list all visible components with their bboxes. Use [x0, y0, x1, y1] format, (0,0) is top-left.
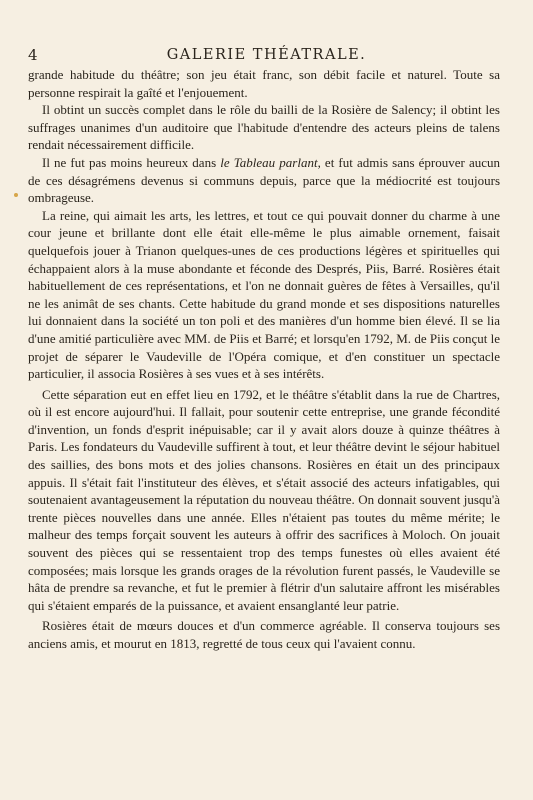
paragraph-3-lead: Il ne fut pas moins heureux dans [42, 154, 221, 170]
page-number: 4 [28, 46, 38, 64]
ink-spot [14, 193, 18, 197]
paragraph-6: Rosières était de mœurs douces et d'un commerce agréable. Il conserva toujours ses anciens amis, et mourut en 1813, regretté de tous ceux qui l'avaient connu. [28, 618, 500, 651]
page-header [22, 46, 511, 64]
paragraph-5: Cette séparation eut en effet lieu en 1792, et le théâtre s'établit dans la rue de Chartres, où il est encore aujourd'hui. Il fallait, pour soutenir cette entreprise, une grande fécondité d'invention, un fonds d'esprit inépuisable; car il y avait alors douze à quinze théâtres à Paris. Les fondateurs du Vaudeville suffirent à tout, et leur théâtre devint le séjour habituel des saillies, des bons mots et des jolies chansons. Rosières en était un des principaux appuis. Il s'était fait l'instituteur des élèves, et s'était associé des acteurs infatigables, qui soutenaient avantageusement la réputation du nouveau théâtre. On donnait souvent jusqu'à trente pièces nouvelles dans une année. Elles n'étaient pas toutes du même mérite; le malheur des temps forçait souvent les auteurs à offrir des sacrifices à Moloch. On jouait souvent des pièces qui se ressentaient trop des temps funestes où elles avaient été composées; mais lorsque les grands orages de la révolution furent passés, le Vaudeville se hâta de prendre sa revanche, et fut le premier à flétrir d'un salutaire affront les misérables qui s'étaient emparés de la puissance, et avaient ensanglanté leur patrie. [28, 386, 500, 613]
paragraph-2: Il obtint un succès complet dans le rôle du bailli de la Rosière de Salency; il obtint les suffrages unanimes d'un auditoire que l'habitude d'entendre des acteurs pleins de talens rendait nécessairement difficile. [28, 102, 500, 153]
paragraph-4: La reine, qui aimait les arts, les lettres, et tout ce qui pouvait donner du charme à une cour jeune et brillante dont elle était elle-même le plus aimable ornement, faisait quelquefois jouer à Trianon quelques-unes de ces productions légères et spirituelles qui échappaient alors à la muse abondante et féconde des Després, Piis, Barré. Rosières était habituellement de ces représentations, et l'on ne donnait guères de fêtes à Versailles, qu'il ne les animât de ses chants. Cette habitude du grand monde et ses dispositions naturelles lui donnaient dans la société un ton poli et des manières d'un homme bien élevé. Il se lia d'une amitié particulière avec MM. de Piis et Barré; et lorsqu'en 1792, M. de Piis conçut le projet de séparer le Vaudeville de l'Opéra comique, et d'en constituer un spectacle particulier, il associa Rosières à ses vues et à ses intérêts. [28, 207, 500, 382]
play-title: le Tableau parlant [220, 154, 318, 170]
running-title: GALERIE THÉATRALE. [166, 47, 367, 63]
paragraph-1: grande habitude du théâtre; son jeu était franc, son débit facile et naturel. Toute sa personne respirait la gaîté et l'enjouement. [28, 67, 500, 100]
paragraph-3 [28, 154, 500, 207]
body-text [28, 66, 500, 653]
paragraph-3-rest: , et fut admis sans éprouver aucun de ces désagrémens devenus si communs depuis, parce que la médiocrité est toujours ombrageuse. [28, 154, 500, 206]
